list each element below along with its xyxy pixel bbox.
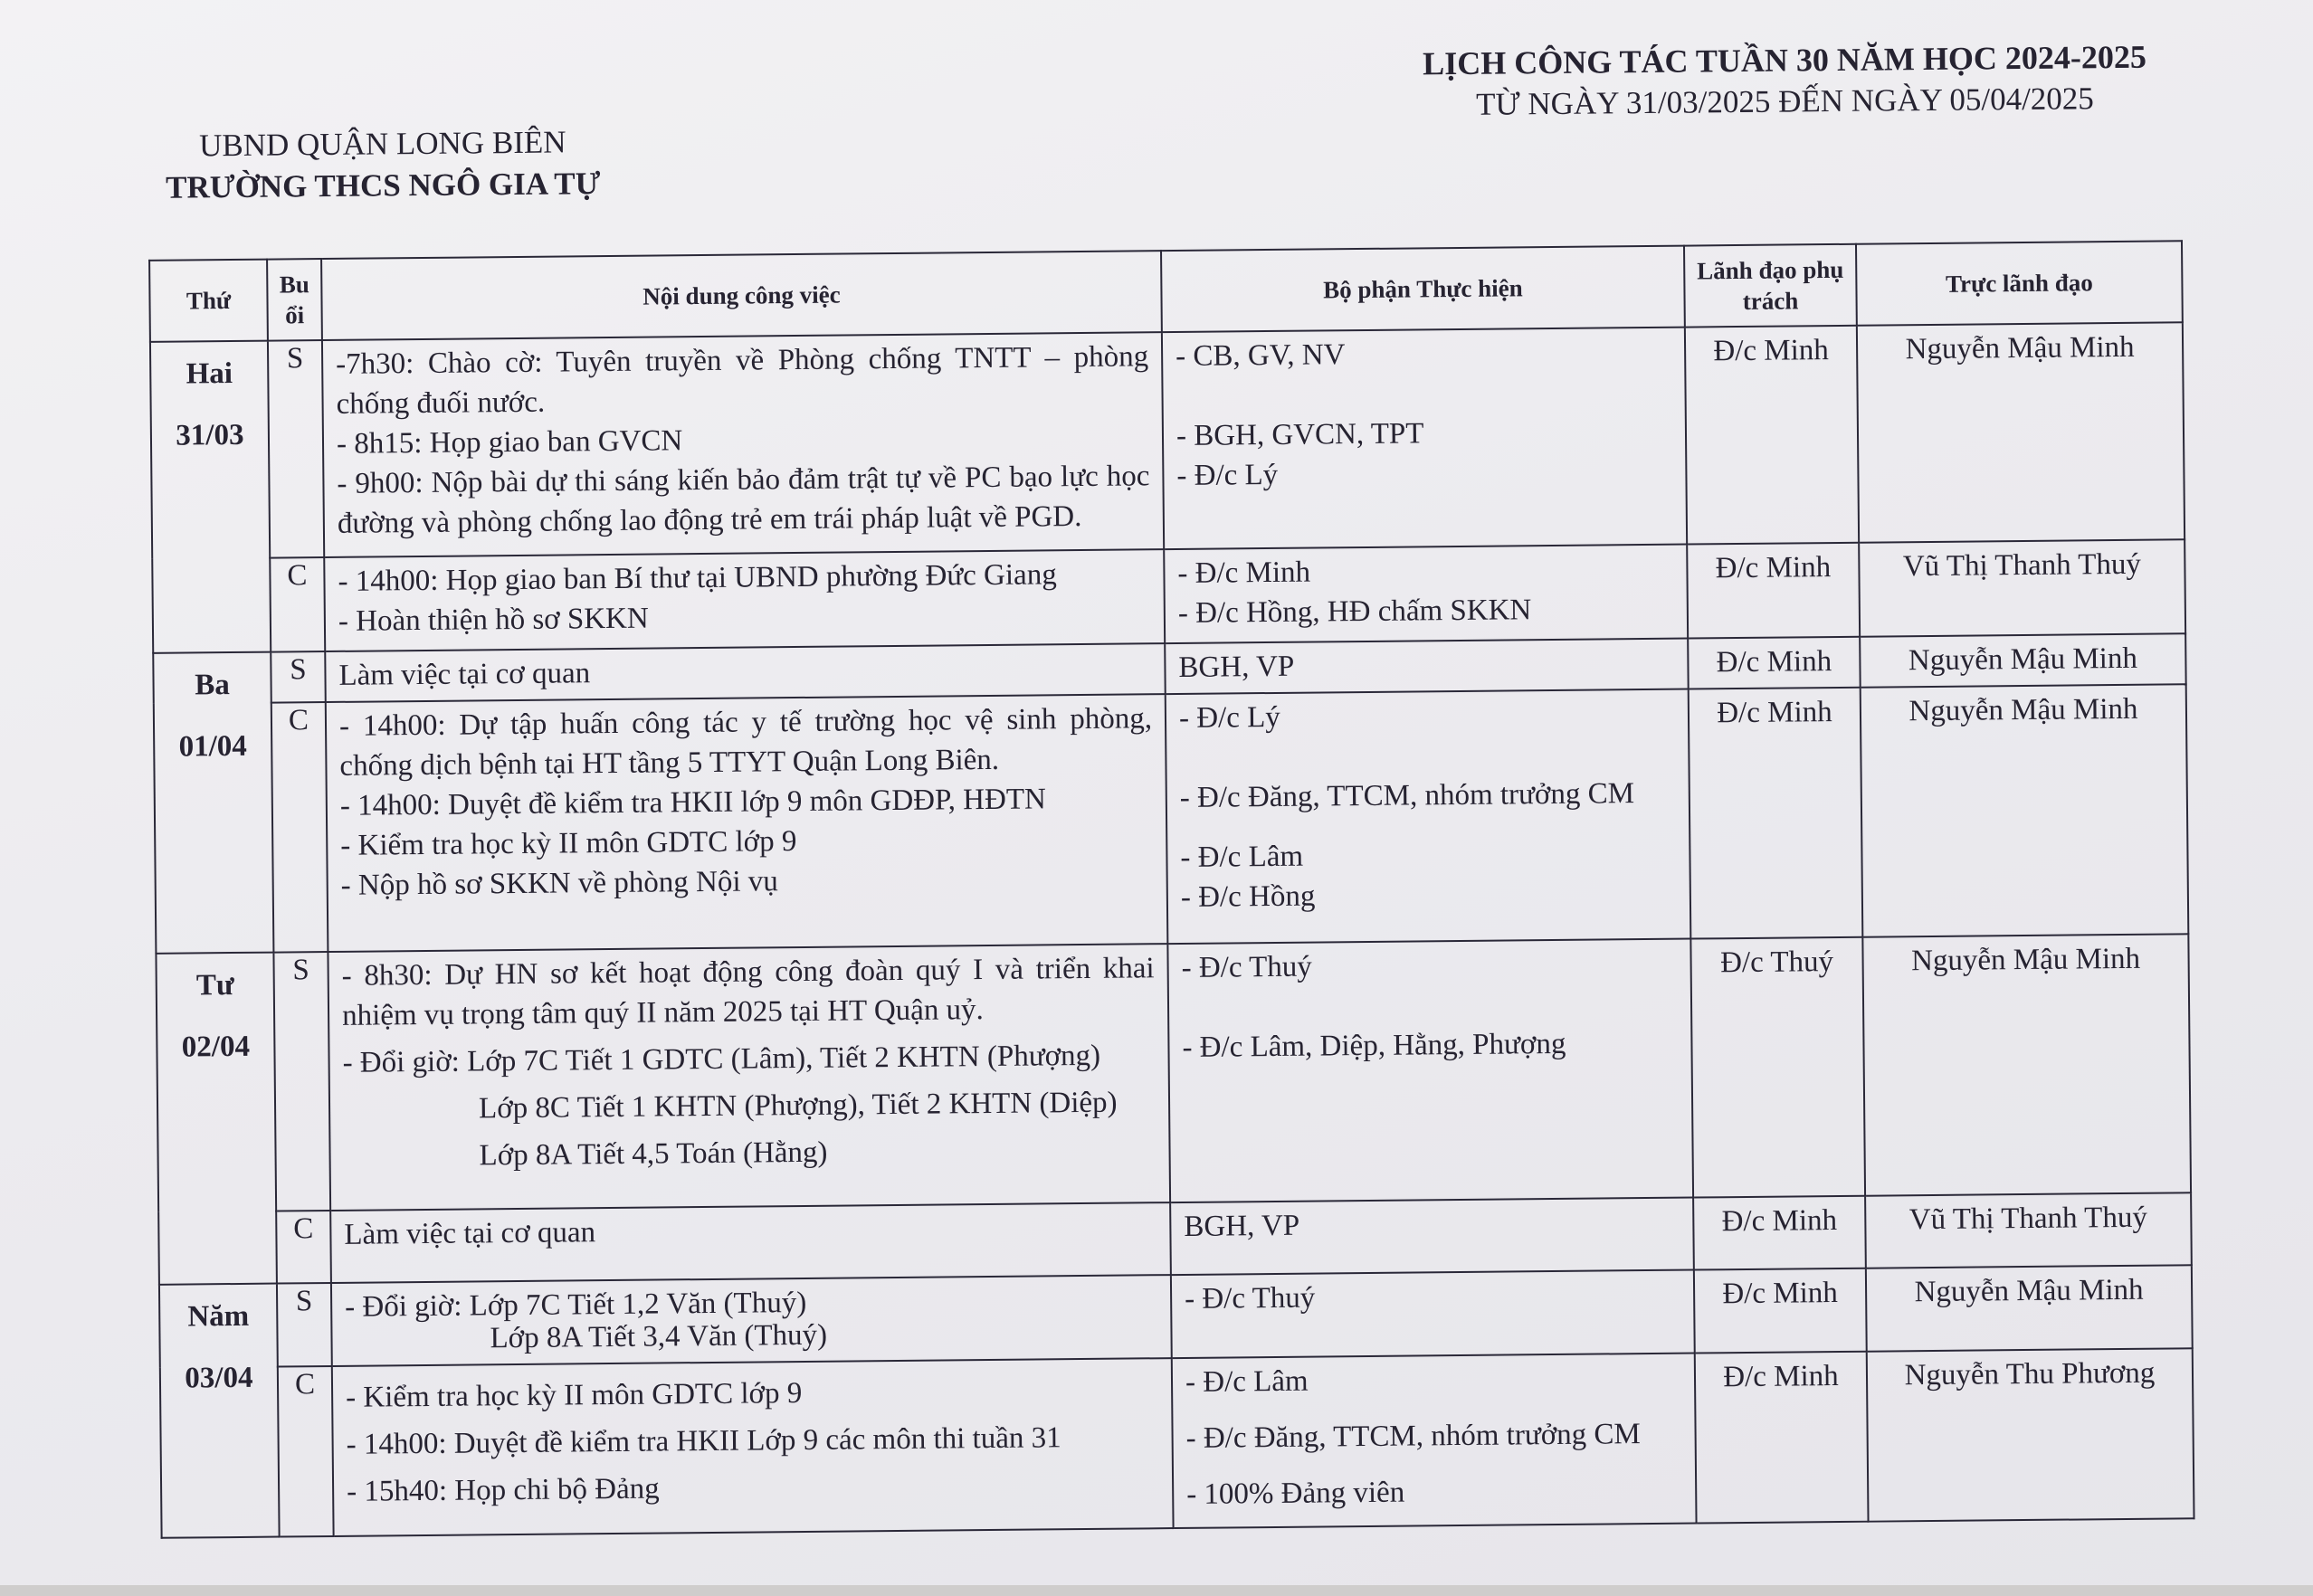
dept-cell [1172,1354,1697,1529]
table-row [154,684,2189,954]
dept-line: - Đ/c Lý [1178,700,1280,735]
duty-cell: Nguyễn Mậu Minh [1862,934,2191,1195]
content-cell [328,944,1170,1211]
content-line: - 8h15: Họp giao ban GVCN [336,424,683,461]
dept-line: - 100% Đảng viên [1186,1476,1405,1511]
dept-line: - CB, GV, NV [1175,338,1346,373]
schedule-table [148,240,2194,1539]
document-title: LỊCH CÔNG TÁC TUẦN 30 NĂM HỌC 2024-2025 [1422,38,2147,82]
duty-cell: Vũ Thị Thanh Thuý [1865,1192,2192,1268]
dept-cell [1171,1270,1695,1359]
table-row [156,934,2191,1212]
content-line: - Kiểm tra học kỳ II môn GDTC lớp 9 [340,825,797,862]
header-duty: Trực lãnh đạo [1856,241,2183,325]
content-line: - 9h00: Nộp bài dự thi sáng kiến bảo đảm trật tự về PC bạo lực học đường và phòng chống lao động trẻ em trái pháp luật về PGD. [337,460,1150,540]
session-cell: S [277,1283,332,1367]
dept-line: - Đ/c Đăng, TTCM, nhóm trưởng CM [1185,1418,1641,1455]
duty-cell: Nguyễn Mậu Minh [1860,633,2186,687]
day-date: 31/03 [176,418,244,452]
day-cell-tuesday [153,652,273,954]
date-range: TỪ NGÀY 31/03/2025 ĐẾN NGÀY 05/04/2025 [1475,81,2094,122]
day-name: Ba [195,669,231,702]
content-cell [326,694,1168,952]
content-cell [332,1358,1174,1536]
day-name: Hai [186,356,233,391]
header-day: Thứ [149,260,268,342]
content-line: - 15h40: Họp chi bộ Đảng [346,1472,660,1508]
dept-line: - Đ/c Đăng, TTCM, nhóm trưởng CM [1179,777,1635,814]
dept-line: BGH, VP [1184,1209,1300,1243]
dept-line: BGH, VP [1178,650,1295,684]
duty-cell: Nguyễn Thu Phương [1867,1348,2194,1521]
content-line: - 14h00: Duyệt đề kiểm tra HKII lớp 9 môn GDĐP, HĐTN [339,783,1047,822]
content-line: - Kiểm tra học kỳ II môn GDTC lớp 9 [345,1377,803,1414]
content-cell [324,549,1165,651]
content-line: - 14h00: Họp giao ban Bí thư tại UBND phường Đức Giang [338,558,1057,598]
content-line: Lớp 8A Tiết 3,4 Văn (Thuý) [490,1318,828,1355]
dept-cell [1165,639,1689,695]
duty-cell: Vũ Thị Thanh Thuý [1859,539,2185,636]
leader-cell: Đ/c Minh [1688,637,1861,689]
title-block [1386,35,2184,126]
dept-cell [1167,939,1693,1203]
dept-cell [1166,689,1691,945]
content-line: Làm việc tại cơ quan [338,657,591,692]
duty-cell: Nguyễn Mậu Minh [1861,684,2189,936]
session-cell: C [270,557,325,652]
header-leader: Lãnh đạo phụ trách [1684,244,1857,328]
session-cell: C [278,1366,334,1537]
dept-line: - Đ/c Hồng [1180,879,1316,914]
dept-line: - Đ/c Thuý [1184,1281,1316,1316]
leader-cell: Đ/c Minh [1693,1196,1866,1270]
day-date: 01/04 [178,729,247,764]
day-name: Năm [187,1299,250,1334]
leader-cell: Đ/c Minh [1695,1352,1869,1524]
session-cell: S [271,651,326,703]
header-session: Bu ổi [267,259,322,341]
content-line: - 14h00: Duyệt đề kiểm tra HKII Lớp 9 các môn thi tuần 31 [346,1421,1061,1461]
content-line: - Đổi giờ: Lớp 7C Tiết 1,2 Văn (Thuý) [345,1286,807,1324]
day-cell-thursday [159,1284,280,1538]
dept-line: - Đ/c Lâm [1185,1364,1309,1399]
dept-line: - Đ/c Minh [1177,556,1311,590]
session-cell: C [276,1211,331,1284]
session-cell: C [271,702,328,953]
content-line: - 14h00: Dự tập huấn công tác y tế trường học vệ sinh phòng, chống dịch bệnh tại HT tầng 5 TTYT Quận Long Biên. [338,702,1153,783]
content-line: -7h30: Chào cờ: Tuyên truyền về Phòng chống TNTT – phòng chống đuối nước. [336,340,1149,421]
content-cell [331,1275,1172,1366]
leader-cell: Đ/c Thuý [1690,937,1865,1198]
leader-cell: Đ/c Minh [1694,1268,1867,1354]
content-line: Làm việc tại cơ quan [344,1216,596,1251]
dept-cell [1164,545,1688,644]
dept-line: - BGH, GVCN, TPT [1176,417,1424,452]
content-cell [322,332,1164,557]
content-line: - Nộp hồ sơ SKKN về phòng Nội vụ [340,865,778,902]
header-content: Nội dung công việc [321,251,1162,340]
leader-cell: Đ/c Minh [1687,543,1860,639]
dept-line: - Đ/c Lý [1176,458,1279,492]
leader-cell: Đ/c Minh [1685,326,1859,545]
day-name: Tư [195,969,234,1002]
content-line: - Đổi giờ: Lớp 7C Tiết 1 GDTC (Lâm), Tiết 2 KHTN (Phượng) [342,1039,1101,1079]
content-line: Lớp 8A Tiết 4,5 Toán (Hằng) [479,1135,828,1173]
table-row [160,1348,2194,1538]
header-dept: Bộ phận Thực hiện [1161,246,1685,333]
dept-line: - Đ/c Thuý [1181,950,1313,984]
duty-cell: Nguyễn Mậu Minh [1866,1265,2193,1351]
content-cell [325,643,1165,702]
table-row [150,322,2184,559]
content-line: - Hoàn thiện hồ sơ SKKN [338,602,649,638]
day-cell-wednesday [156,953,277,1285]
dept-line: - Đ/c Lâm [1180,840,1304,874]
content-cell [330,1202,1171,1283]
session-cell: S [268,340,324,558]
duty-cell: Nguyễn Mậu Minh [1857,322,2184,542]
content-line: Lớp 8C Tiết 1 KHTN (Phượng), Tiết 2 KHTN (Diệp) [478,1086,1118,1126]
dept-line: - Đ/c Lâm, Diệp, Hằng, Phượng [1182,1027,1566,1064]
day-cell-monday [150,341,271,653]
school-name: TRƯỜNG THCS NGÔ GIA TỰ [165,166,601,205]
organization-header [129,121,637,209]
district-name: UBND QUẬN LONG BIÊN [198,124,566,164]
day-date: 02/04 [181,1030,251,1064]
dept-line: - Đ/c Hồng, HĐ chấm SKKN [1177,594,1532,630]
day-date: 03/04 [185,1361,253,1395]
session-cell: S [273,952,330,1211]
leader-cell: Đ/c Minh [1689,688,1863,939]
content-line: - 8h30: Dự HN sơ kết hoạt động công đoàn quý I và triển khai nhiệm vụ trọng tâm quý II năm 2025 tại HT Quận uỷ. [341,952,1155,1032]
dept-cell [1162,328,1687,550]
dept-cell [1170,1198,1694,1276]
